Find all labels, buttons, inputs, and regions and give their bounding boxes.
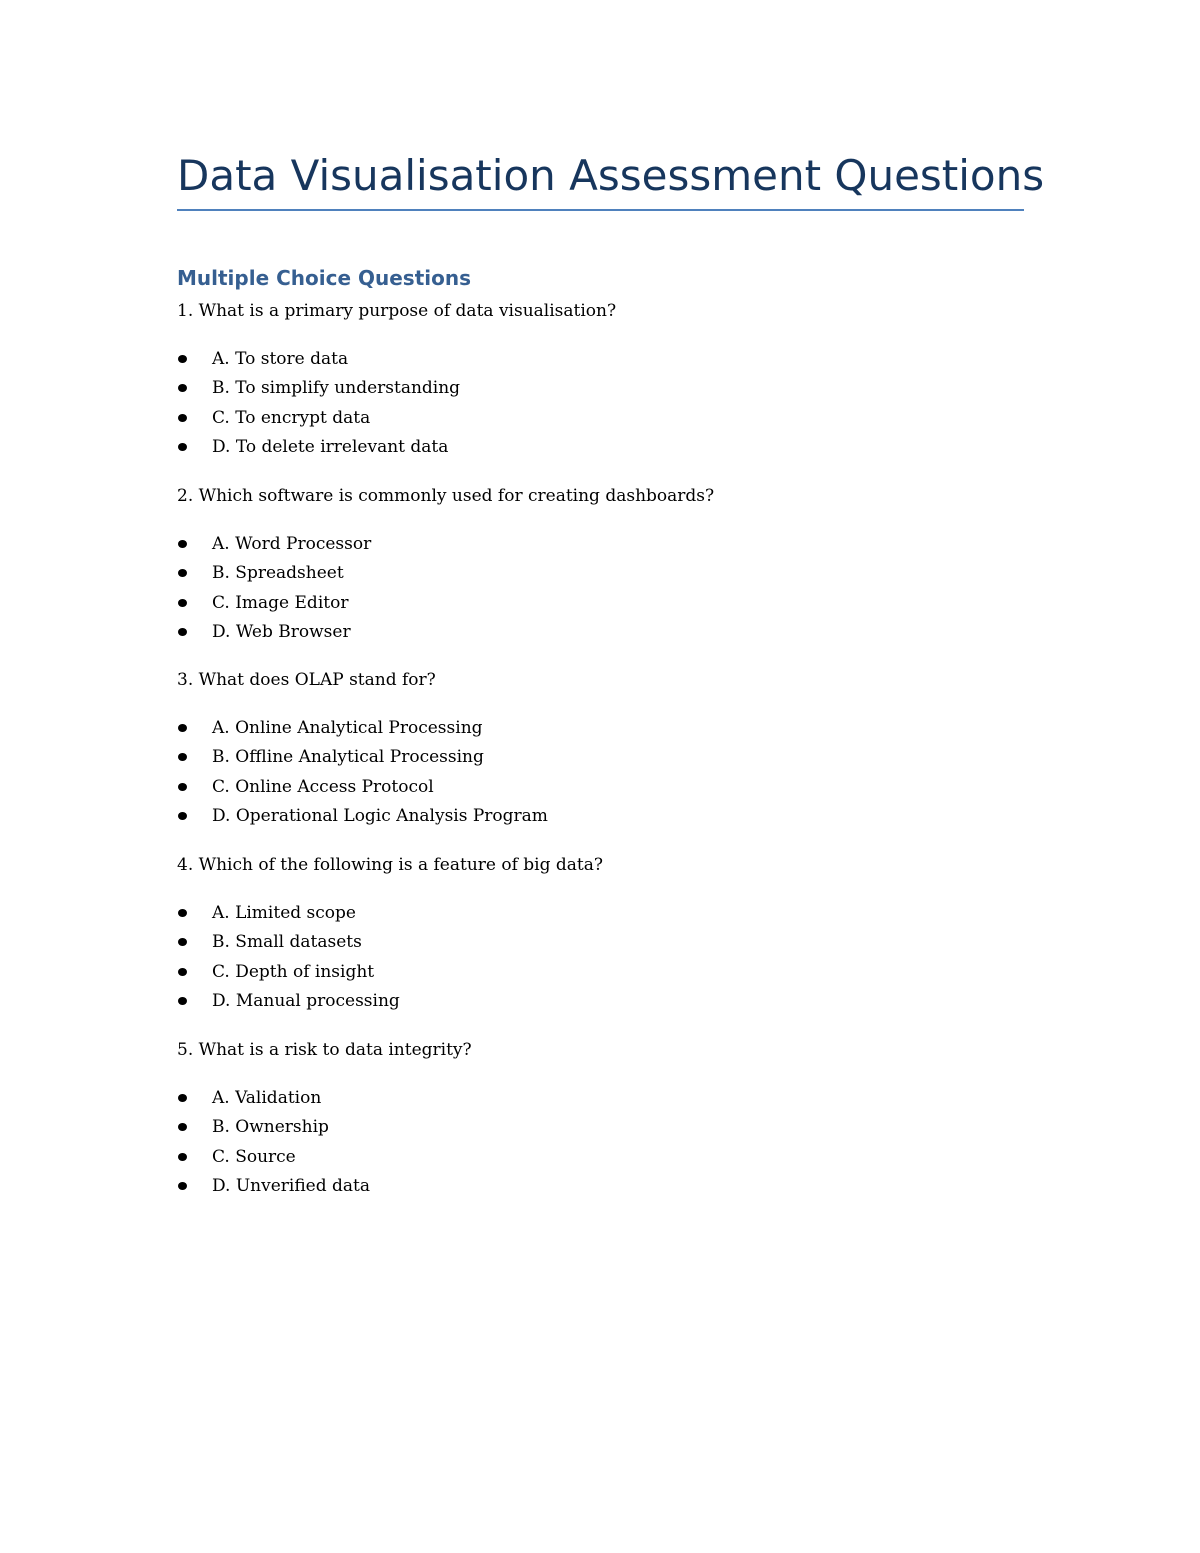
question-4 <box>177 850 1037 1017</box>
answer-options <box>177 345 1037 463</box>
answer-option-label: B. Ownership <box>212 1117 329 1138</box>
answer-option-label: C. To encrypt data <box>212 407 371 428</box>
answer-option <box>177 345 1037 374</box>
answer-option <box>177 1143 1037 1172</box>
answer-option-label: A. Limited scope <box>212 903 356 923</box>
answer-option <box>177 743 1037 772</box>
answer-option <box>177 987 1037 1016</box>
answer-options <box>177 899 1037 1017</box>
answer-option-label: D. Operational Logic Analysis Program <box>212 806 548 827</box>
bullet-icon <box>178 628 187 636</box>
title-underline <box>177 209 1024 211</box>
answer-option-label: A. Word Processor <box>212 534 372 554</box>
answer-option-label: C. Image Editor <box>212 592 349 613</box>
page-title: Data Visualisation Assessment Questions <box>177 151 1045 200</box>
bullet-icon <box>178 783 187 791</box>
bullet-icon <box>178 599 187 607</box>
answer-option <box>177 714 1037 743</box>
bullet-icon <box>178 724 187 732</box>
answer-option <box>177 618 1037 647</box>
answer-option <box>177 773 1037 802</box>
answer-option <box>177 433 1037 462</box>
answer-option-label: A. Validation <box>212 1088 322 1108</box>
bullet-icon <box>178 1182 187 1190</box>
answer-option-label: A. Online Analytical Processing <box>212 718 483 738</box>
answer-option <box>177 899 1037 928</box>
answer-option <box>177 530 1037 559</box>
bullet-icon <box>178 540 187 548</box>
answer-options <box>177 1084 1037 1202</box>
question-text: 1. What is a primary purpose of data visualisation? <box>177 301 617 321</box>
answer-option <box>177 1113 1037 1142</box>
answer-option-label: C. Online Access Protocol <box>212 776 434 797</box>
answer-option-label: B. Offline Analytical Processing <box>212 747 484 768</box>
question-3 <box>177 665 1037 832</box>
answer-option <box>177 1084 1037 1113</box>
bullet-icon <box>178 753 187 761</box>
answer-option-label: C. Depth of insight <box>212 961 375 982</box>
bullet-icon <box>178 938 187 946</box>
bullet-icon <box>178 414 187 422</box>
bullet-icon <box>178 1123 187 1131</box>
answer-option <box>177 404 1037 433</box>
question-2 <box>177 481 1037 648</box>
answer-option <box>177 958 1037 987</box>
answer-option <box>177 589 1037 618</box>
answer-option-label: B. Spreadsheet <box>212 563 344 584</box>
bullet-icon <box>178 968 187 976</box>
question-text: 5. What is a risk to data integrity? <box>177 1040 472 1060</box>
answer-option-label: C. Source <box>212 1146 296 1167</box>
answer-option-label: D. To delete irrelevant data <box>212 437 449 458</box>
answer-option-label: D. Unverified data <box>212 1176 371 1197</box>
answer-option-label: D. Web Browser <box>212 622 351 643</box>
bullet-icon <box>178 384 187 392</box>
question-1 <box>177 296 1037 463</box>
answer-option <box>177 1172 1037 1201</box>
bullet-icon <box>178 997 187 1005</box>
answer-options <box>177 714 1037 832</box>
bullet-icon <box>178 812 187 820</box>
answer-option-label: A. To store data <box>212 349 349 369</box>
bullet-icon <box>178 569 187 577</box>
bullet-icon <box>178 355 187 363</box>
answer-options <box>177 530 1037 648</box>
answer-option-label: D. Manual processing <box>212 991 400 1012</box>
answer-option <box>177 802 1037 831</box>
question-text: 3. What does OLAP stand for? <box>177 670 436 690</box>
answer-option-label: B. To simplify understanding <box>212 378 461 399</box>
section-heading: Multiple Choice Questions <box>177 266 472 290</box>
bullet-icon <box>178 1094 187 1102</box>
bullet-icon <box>178 443 187 451</box>
bullet-icon <box>178 1153 187 1161</box>
question-5 <box>177 1035 1037 1202</box>
answer-option <box>177 374 1037 403</box>
question-text: 4. Which of the following is a feature of big data? <box>177 855 603 875</box>
answer-option <box>177 559 1037 588</box>
question-text: 2. Which software is commonly used for creating dashboards? <box>177 486 715 506</box>
answer-option <box>177 928 1037 957</box>
answer-option-label: B. Small datasets <box>212 932 362 953</box>
bullet-icon <box>178 909 187 917</box>
